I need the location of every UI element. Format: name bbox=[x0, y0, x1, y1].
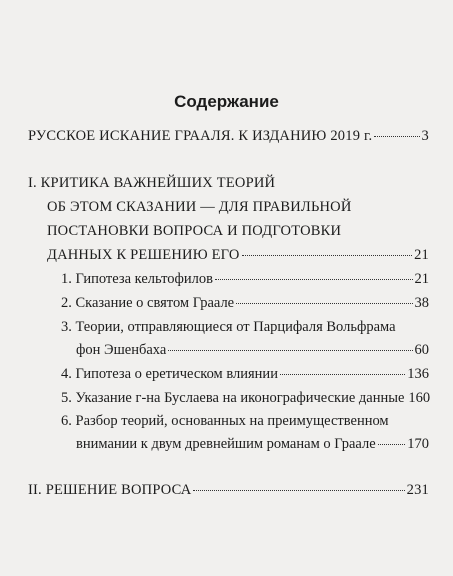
toc-page-number: 21 bbox=[414, 247, 429, 263]
toc-label: II. РЕШЕНИЕ ВОПРОСА bbox=[28, 482, 192, 498]
page-title: Содержание bbox=[174, 92, 279, 111]
toc-entry-sub3[interactable] bbox=[76, 342, 429, 359]
leader-dots bbox=[280, 374, 405, 375]
toc-entry-sub5[interactable] bbox=[61, 390, 429, 407]
leader-dots bbox=[215, 279, 413, 280]
toc-label: РУССКОЕ ИСКАНИЕ ГРААЛЯ. К ИЗДАНИЮ 2019 г. bbox=[28, 128, 373, 144]
toc-entry-preface[interactable] bbox=[28, 128, 429, 145]
toc-sub3-line1[interactable]: 3. Теории, отправляющиеся от Парцифаля Вольфрама bbox=[61, 319, 396, 335]
toc-entry-part2[interactable] bbox=[28, 482, 429, 499]
leader-dots bbox=[236, 303, 412, 304]
leader-dots bbox=[242, 255, 413, 256]
toc-label: 5. Указание г-на Буслаева на иконографические данные bbox=[61, 390, 405, 406]
toc-entry-sub1[interactable] bbox=[61, 271, 429, 288]
toc-label: фон Эшенбаха bbox=[76, 342, 167, 358]
toc-page-number: 160 bbox=[408, 390, 431, 406]
toc-entry-part1[interactable] bbox=[47, 247, 429, 264]
toc-sub6-line1[interactable]: 6. Разбор теорий, основанных на преимущественном bbox=[61, 413, 389, 429]
toc-entry-sub4[interactable] bbox=[61, 366, 429, 383]
leader-dots bbox=[193, 490, 404, 491]
toc-page-number: 170 bbox=[407, 436, 429, 452]
toc-page-number: 3 bbox=[421, 128, 429, 144]
toc-label: внимании к двум древнейшим романам о Граале bbox=[76, 436, 376, 452]
toc-page-number: 231 bbox=[406, 482, 429, 498]
toc-page-number: 60 bbox=[414, 342, 429, 358]
leader-dots bbox=[168, 350, 412, 351]
toc-label: 1. Гипотеза кельтофилов bbox=[61, 271, 213, 287]
toc-part1-line3[interactable]: ПОСТАНОВКИ ВОПРОСА И ПОДГОТОВКИ bbox=[47, 223, 342, 239]
toc-entry-sub2[interactable] bbox=[61, 295, 429, 312]
toc-label: ДАННЫХ К РЕШЕНИЮ ЕГО bbox=[47, 247, 240, 263]
toc-page-number: 38 bbox=[414, 295, 429, 311]
toc-part1-line2[interactable]: ОБ ЭТОМ СКАЗАНИИ — ДЛЯ ПРАВИЛЬНОЙ bbox=[47, 199, 352, 215]
toc-page-number: 21 bbox=[414, 271, 429, 287]
leader-dots bbox=[374, 136, 419, 137]
leader-dots bbox=[378, 444, 406, 445]
toc-label: 2. Сказание о святом Граале bbox=[61, 295, 235, 311]
toc-entry-sub6[interactable] bbox=[76, 436, 429, 453]
toc-label: 4. Гипотеза о еретическом влиянии bbox=[61, 366, 278, 382]
toc-page-number: 136 bbox=[407, 366, 429, 382]
toc-part1-line1[interactable]: I. КРИТИКА ВАЖНЕЙШИХ ТЕОРИЙ bbox=[28, 175, 276, 191]
